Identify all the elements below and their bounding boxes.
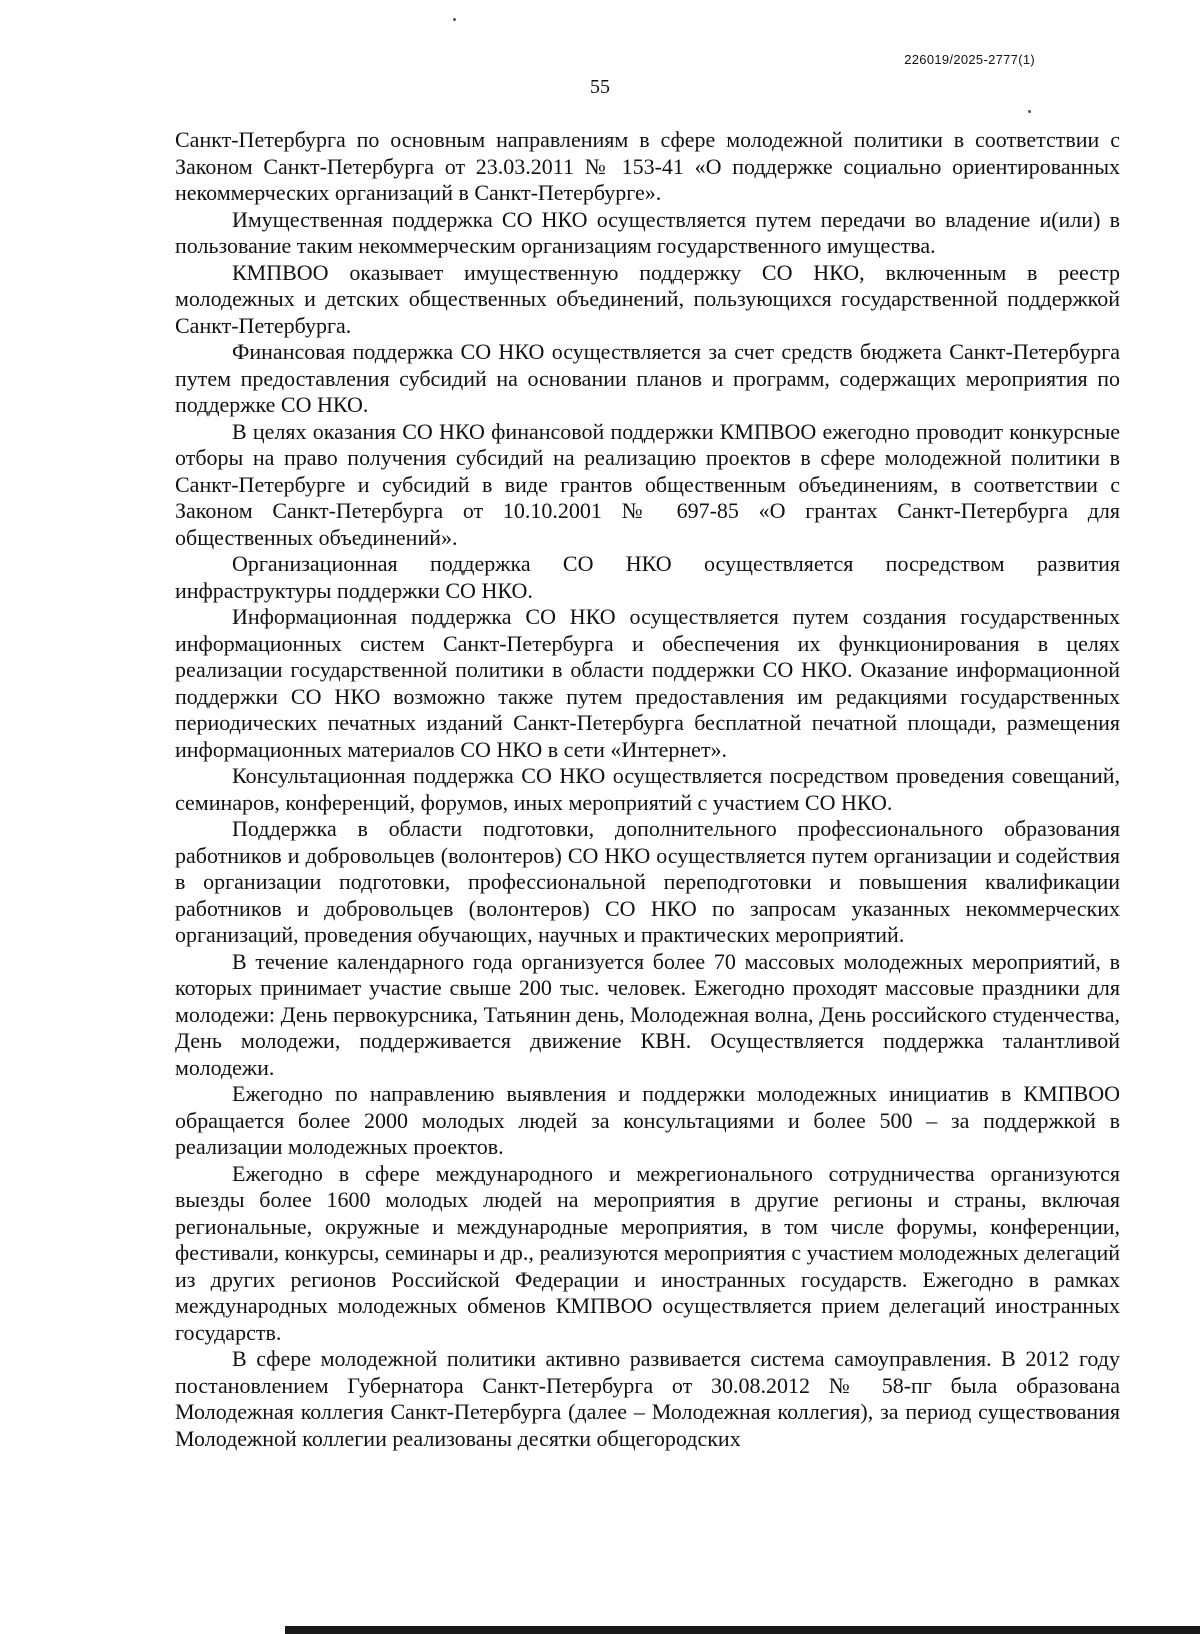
paragraph-property-support: Имущественная поддержка СО НКО осуществляется путем передачи во владение и(или) в пользование таким некоммерческим организациям государственного имущества. — [175, 206, 1120, 258]
paragraph-self-government: В сфере молодежной политики активно развивается система самоуправления. В 2012 году постановлением Губернатора Санкт-Петербурга от 30.08.2012 № 58-пг была образована Молодежная коллегия Санкт-Петербурга (далее – Молодежная коллегия), за период существования Молодежной коллегии реализованы десятки общегородских — [175, 1346, 1120, 1451]
document-id: 226019/2025-2777(1) — [904, 52, 1035, 67]
paragraph-organizational-support: Организационная поддержка СО НКО осуществляется посредством развития инфраструктуры поддержки СО НКО. — [175, 551, 1120, 603]
document-body — [175, 127, 1120, 1452]
paragraph-consulting-support: Консультационная поддержка СО НКО осуществляется посредством проведения совещаний, семинаров, конференций, форумов, иных мероприятий с участием СО НКО. — [175, 763, 1120, 815]
scan-speck — [1028, 110, 1031, 113]
page-number: 55 — [590, 76, 610, 98]
scan-edge-bar — [285, 1626, 1200, 1634]
paragraph-international-cooperation: Ежегодно в сфере международного и межрегионального сотрудничества организуются выезды более 1600 молодых людей на мероприятия в другие регионы и страны, включая региональные, окружные и международные мероприятия, в том числе форумы, конференции, фестивали, конкурсы, семинары и др., реализуются мероприятия с участием молодежных делегаций из других регионов Российской Федерации и иностранных государств. Ежегодно в рамках международных молодежных обменов КМПВОО осуществляется прием делегаций иностранных государств. — [175, 1160, 1120, 1345]
paragraph-training-support: Поддержка в области подготовки, дополнительного профессионального образования работников и добровольцев (волонтеров) СО НКО осуществляется путем организации и содействия в организации подготовки, профессиональной переподготовки и повышения квалификации работников и добровольцев (волонтеров) СО НКО по запросам указанных некоммерческих организаций, проведения обучающих, научных и практических мероприятий. — [175, 816, 1120, 947]
paragraph-mass-events: В течение календарного года организуется более 70 массовых молодежных мероприятий, в которых принимает участие свыше 200 тыс. человек. Ежегодно проходят массовые праздники для молодежи: День первокурсника, Татьянин день, Молодежная волна, День российского студенчества, День молодежи, поддерживается движение КВН. Осуществляется поддержка талантливой молодежи. — [175, 948, 1120, 1080]
paragraph-grant-competitions: В целях оказания СО НКО финансовой поддержки КМПВОО ежегодно проводит конкурсные отборы на право получения субсидий на реализацию проектов в сфере молодежной политики в Санкт-Петербурге и субсидий в виде грантов общественным объединениям, в соответствии с Законом Санкт-Петербурга от 10.10.2001 № 697-85 «О грантах Санкт-Петербурга для общественных объединений». — [175, 418, 1120, 550]
paragraph-kmpvoo-property: КМПВОО оказывает имущественную поддержку СО НКО, включенным в реестр молодежных и детских общественных объединений, пользующихся государственной поддержкой Санкт-Петербурга. — [175, 259, 1120, 338]
paragraph-financial-support: Финансовая поддержка СО НКО осуществляется за счет средств бюджета Санкт-Петербурга путем предоставления субсидий на основании планов и программ, содержащих мероприятия по поддержке СО НКО. — [175, 339, 1120, 417]
paragraph-youth-initiatives: Ежегодно по направлению выявления и поддержки молодежных инициатив в КМПВОО обращается более 2000 молодых людей за консультациями и более 500 – за поддержкой в реализации молодежных проектов. — [175, 1081, 1120, 1159]
paragraph-continued: Санкт-Петербурга по основным направлениям в сфере молодежной политики в соответствии с Законом Санкт-Петербурга от 23.03.2011 № 153-41 «О поддержке социально ориентированных некоммерческих организаций в Санкт-Петербурге». — [175, 127, 1120, 205]
paragraph-information-support: Информационная поддержка СО НКО осуществляется путем создания государственных информационных систем Санкт-Петербурга и обеспечения их функционирования в целях реализации государственной политики в области поддержки СО НКО. Оказание информационной поддержки СО НКО возможно также путем предоставления им редакциями государственных периодических печатных изданий Санкт-Петербурга бесплатной печатной площади, размещения информационных материалов СО НКО в сети «Интернет». — [175, 604, 1120, 762]
scan-speck — [453, 18, 456, 21]
